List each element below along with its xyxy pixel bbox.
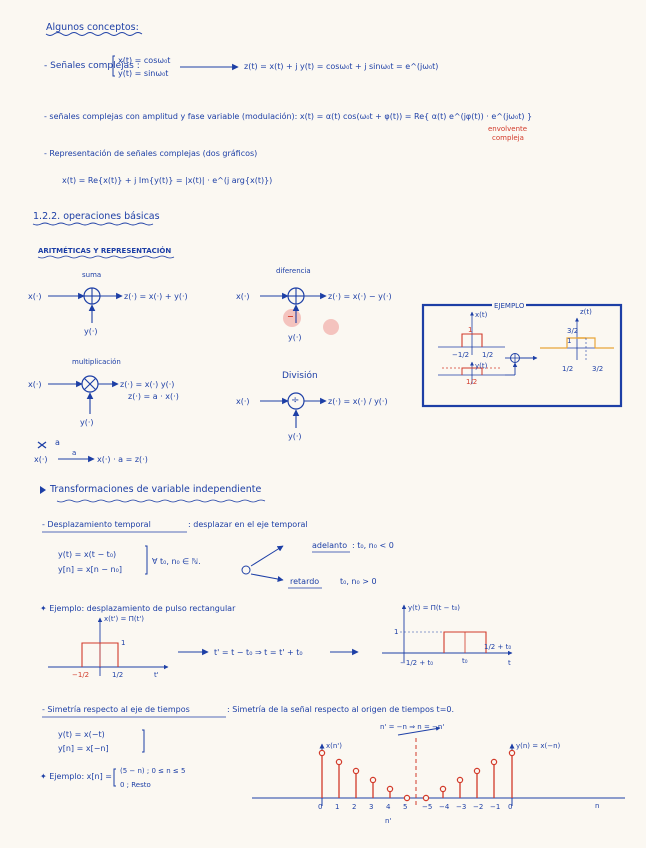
retardo-label: retardo bbox=[290, 577, 320, 586]
stem-tick-label: −4 bbox=[439, 803, 450, 811]
pulse-right-label: y(t) = Π(t − t₀) bbox=[408, 604, 461, 612]
symmetry-map: n' = −n ⇒ n = −n' bbox=[380, 723, 445, 731]
stem-tick-label: 5 bbox=[403, 803, 408, 811]
example-x-h: 1 bbox=[468, 326, 473, 334]
example-z-t1: 1/2 bbox=[562, 365, 574, 373]
multiplication-block bbox=[38, 376, 118, 459]
example-z-h1: 3/2 bbox=[567, 327, 579, 335]
mult-output-1: z(·) = x(·) y(·) bbox=[120, 380, 175, 389]
pulse-right-t2: 1/2 + t₀ bbox=[484, 643, 512, 651]
sum-label: suma bbox=[82, 271, 102, 279]
stem-tick-label: −1 bbox=[490, 803, 501, 811]
stem-x-0-marker bbox=[319, 750, 324, 755]
stem-tick-label: 2 bbox=[352, 803, 357, 811]
pulse-left-t1: −1/2 bbox=[72, 671, 90, 679]
stem-tick-label: 0 bbox=[508, 803, 513, 811]
adelanto-label: adelanto bbox=[312, 541, 348, 550]
sum-block bbox=[48, 288, 122, 323]
despl-eq1: y(t) = x(t − t₀) bbox=[58, 550, 117, 559]
stem-y-0-marker bbox=[423, 795, 428, 800]
despl-eq2: y[n] = x[n − n₀] bbox=[58, 565, 122, 574]
page-title: Algunos conceptos: bbox=[46, 22, 139, 33]
stem-tick-label: 1 bbox=[335, 803, 340, 811]
pulse-left-plot bbox=[48, 618, 168, 676]
envelope-note-1: envolvente bbox=[488, 125, 528, 133]
transform-title: Transformaciones de variable independiente bbox=[50, 484, 262, 495]
pulse-example-title: ✦ Ejemplo: desplazamiento de pulso rectangular bbox=[40, 604, 236, 613]
pulse-left-label: x(t') = Π(t') bbox=[104, 615, 144, 623]
pulse-right-axis: t bbox=[508, 659, 511, 667]
mult-y: y(·) bbox=[80, 418, 94, 427]
stem-y-2-marker bbox=[457, 777, 462, 782]
stem-y-3-marker bbox=[474, 768, 479, 773]
example-yt: y(t) bbox=[475, 362, 488, 370]
stem-x-1-marker bbox=[336, 759, 341, 764]
stem-plot bbox=[252, 738, 625, 806]
example-x-t1: −1/2 bbox=[452, 351, 470, 359]
arith-title: ARITMÉTICAS Y REPRESENTACIÓN bbox=[38, 247, 172, 255]
example-zt: z(t) bbox=[580, 308, 592, 316]
stem-y-4-marker bbox=[491, 759, 496, 764]
diff-y: y(·) bbox=[288, 333, 302, 342]
symmetry-eq2: y[n] = x[−n] bbox=[58, 744, 109, 753]
pulse-left-t2: 1/2 bbox=[112, 671, 124, 679]
representation-text: - Representación de señales complejas (dos gráficos) bbox=[44, 149, 258, 158]
symmetry-desc: : Simetría de la señal respecto al origen de tiempos t=0. bbox=[227, 705, 455, 714]
pulse-left-axis: t' bbox=[154, 671, 159, 679]
div-label: División bbox=[282, 371, 318, 381]
example-title: EJEMPLO bbox=[494, 302, 525, 310]
div-output: z(·) = x(·) / y(·) bbox=[328, 397, 388, 406]
despl-title: - Desplazamiento temporal bbox=[42, 520, 151, 529]
stem-tick-label: −3 bbox=[456, 803, 467, 811]
stem-tick-label: −5 bbox=[422, 803, 433, 811]
example-z-t2: 3/2 bbox=[592, 365, 604, 373]
stem-x-2-marker bbox=[353, 768, 358, 773]
sum-y: y(·) bbox=[84, 327, 98, 336]
div-input: x(·) bbox=[236, 397, 250, 406]
stem-y-5-marker bbox=[509, 750, 514, 755]
symmetry-eq1: y(t) = x(−t) bbox=[58, 730, 105, 739]
pulse-mapping: t' = t − t₀ ⇒ t = t' + t₀ bbox=[214, 648, 303, 657]
symmetry-case-2: 0 ; Resto bbox=[120, 781, 151, 789]
section-title: 1.2.2. operaciones básicas bbox=[33, 211, 160, 222]
diff-minus: − bbox=[287, 312, 294, 321]
stem-tick-label: 3 bbox=[369, 803, 374, 811]
bullet-triangle bbox=[40, 486, 46, 494]
pulse-right-t1: −1/2 + t₀ bbox=[400, 659, 433, 667]
div-symbol: ÷ bbox=[291, 395, 300, 406]
adelanto-cond: : t₀, n₀ < 0 bbox=[352, 541, 394, 550]
example-z-h2: 1 bbox=[567, 337, 572, 345]
complex-result: z(t) = x(t) + j y(t) = cosω₀t + j sinω₀t = e^(jω₀t) bbox=[244, 62, 439, 71]
pulse-right-h: 1 bbox=[394, 628, 399, 636]
scale-output: x(·) · a = z(·) bbox=[97, 455, 148, 464]
stem-tick-label: 4 bbox=[386, 803, 391, 811]
representation-formula: x(t) = Re{x(t)} + j Im{y(t)} = |x(t)| · e^(j arg{x(t)}) bbox=[62, 176, 273, 185]
stem-x-3-marker bbox=[370, 777, 375, 782]
section-underline bbox=[33, 223, 153, 225]
example-y-label: 1/2 bbox=[466, 378, 478, 386]
modulation-text: - señales complejas con amplitud y fase variable (modulación): x(t) = α(t) cos(ω₀t + φ(t)) = Re{ α(t) e^(jφ(t)) · e^(jω₀t) } bbox=[44, 112, 533, 121]
symmetry-case-1: (5 − n) ; 0 ≤ n ≤ 5 bbox=[120, 767, 186, 775]
retardo-cond: t₀, n₀ > 0 bbox=[340, 577, 377, 586]
stem-n-axis: n bbox=[595, 802, 600, 810]
envelope-note-2: compleja bbox=[492, 134, 524, 142]
stem-nprime: n' bbox=[385, 817, 392, 825]
stem-tick-label: −2 bbox=[473, 803, 484, 811]
despl-forall: ∀ t₀, n₀ ∈ ℕ. bbox=[152, 557, 201, 566]
transform-underline bbox=[57, 500, 265, 502]
stem-y-1-marker bbox=[440, 786, 445, 791]
diff-input: x(·) bbox=[236, 292, 250, 301]
stem-x-5-marker bbox=[404, 795, 409, 800]
example-xt: x(t) bbox=[475, 311, 488, 319]
symmetry-example: ✦ Ejemplo: x[n] = bbox=[40, 772, 112, 781]
complex-lead: - Señales complejas : bbox=[44, 61, 140, 71]
complex-y-def: y(t) = sinω₀t bbox=[118, 69, 169, 78]
mult-a: a bbox=[55, 438, 60, 447]
stem-tick-label: 0 bbox=[318, 803, 323, 811]
stem-x-4-marker bbox=[387, 786, 392, 791]
mult-a-arrow: a bbox=[72, 449, 77, 457]
symmetry-title: - Simetría respecto al eje de tiempos bbox=[42, 705, 190, 714]
scale-input: x(·) bbox=[34, 455, 48, 464]
diff-output: z(·) = x(·) − y(·) bbox=[328, 292, 392, 301]
stem-x-label: x(n') bbox=[326, 742, 342, 750]
diff-label: diferencia bbox=[276, 267, 311, 275]
despl-desc: : desplazar en el eje temporal bbox=[188, 520, 308, 529]
mult-output-2: z(·) = a · x(·) bbox=[128, 392, 179, 401]
example-x-t2: 1/2 bbox=[482, 351, 494, 359]
pulse-right-t0: t₀ bbox=[462, 657, 468, 665]
mult-input: x(·) bbox=[28, 380, 42, 389]
sum-output: z(·) = x(·) + y(·) bbox=[124, 292, 188, 301]
pulse-left-h: 1 bbox=[121, 639, 126, 647]
div-y: y(·) bbox=[288, 432, 302, 441]
stem-y-label: y(n) = x(−n) bbox=[516, 742, 561, 750]
sum-input: x(·) bbox=[28, 292, 42, 301]
complex-x-def: x(t) = cosω₀t bbox=[118, 56, 171, 65]
mult-label: multiplicación bbox=[72, 358, 121, 366]
